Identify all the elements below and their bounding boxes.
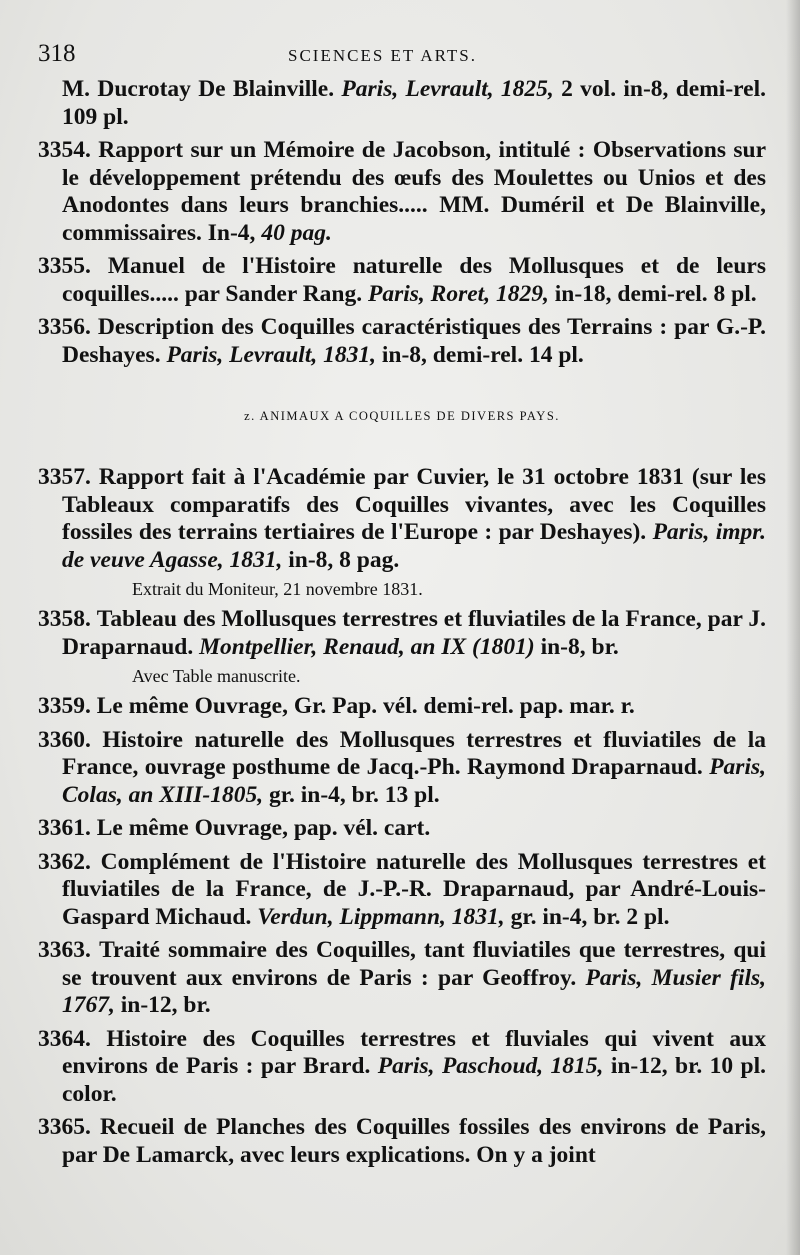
entry-number: 3364. xyxy=(38,1025,91,1052)
entry-imprint: Paris, Musier fils, 1767, xyxy=(62,964,766,1018)
entry-note: Avec Table manuscrite. xyxy=(132,666,301,686)
entry-number: 3358. xyxy=(38,606,91,632)
catalog-entry xyxy=(38,76,766,131)
entry-imprint: Paris, Roret, 1829, xyxy=(368,280,549,307)
entry-text: Traité sommaire des Coquilles, tant fluviatiles que terrestres, qui se trouvent aux environs de Paris : par Geoffroy. xyxy=(62,937,767,991)
entry-tail: gr. in-4, br. 2 pl. xyxy=(510,903,670,930)
catalog-entry xyxy=(38,849,766,932)
entry-note: Extrait du Moniteur, 21 novembre 1831. xyxy=(132,579,423,599)
catalog-entry xyxy=(38,137,766,247)
entry-imprint: Paris, Paschoud, 1815, xyxy=(377,1053,604,1079)
running-head: SCIENCES ET ARTS. xyxy=(288,46,478,65)
entry-number: 3365. xyxy=(38,1114,91,1140)
catalog-entry xyxy=(38,937,766,1020)
entry-text: Recueil de Planches des Coquilles fossiles des environs de Paris, par De Lamarck, avec leurs explications. On y a joint xyxy=(62,1114,766,1168)
entry-imprint: 40 pag. xyxy=(261,219,332,246)
entry-text: M. Ducrotay De Blainville. xyxy=(62,76,335,102)
catalog-entry xyxy=(38,464,766,574)
entry-text: Complément de l'Histoire naturelle des Mollusques terrestres et fluviatiles de la France, de J.-P.-R. Draparnaud, par André-Louis-Gaspard Michaud. xyxy=(62,848,766,930)
catalog-entry xyxy=(38,314,766,369)
entry-text: Le même Ouvrage, Gr. Pap. vél. demi-rel. pap. mar. r. xyxy=(96,693,635,719)
entry-number: 3363. xyxy=(38,937,91,963)
catalog-entry xyxy=(38,253,766,308)
entry-text: Rapport fait à l'Académie par Cuvier, le 31 octobre 1831 (sur les Tableaux comparatifs des Coquilles vivantes, avec les Coquilles fossiles des terrains tertiaires de l'Europe : par Deshayes). xyxy=(62,464,767,545)
entry-tail: in-8, demi-rel. 14 pl. xyxy=(381,341,584,368)
entry-imprint: Paris, Levrault, 1825, xyxy=(341,76,554,102)
entries-list-2 xyxy=(38,464,766,1169)
entry-imprint: Montpellier, Renaud, an IX (1801) xyxy=(199,633,535,660)
entry-number: 3354. xyxy=(38,137,91,163)
catalog-entry xyxy=(38,693,766,721)
entry-number: 3360. xyxy=(38,726,91,753)
entry-imprint: Paris, Levrault, 1831, xyxy=(166,341,376,368)
entry-tail: in-12, br. xyxy=(120,992,211,1018)
entries-list xyxy=(38,76,766,369)
page-number: 318 xyxy=(38,40,76,67)
page-header xyxy=(38,36,766,76)
entry-imprint: Paris, impr. de veuve Agasse, 1831, xyxy=(62,519,767,573)
entry-tail: 2 vol. in-8, demi-rel. 109 pl. xyxy=(62,76,766,130)
entry-number: 3359. xyxy=(38,693,91,719)
entry-tail: in-8, br. xyxy=(540,633,619,660)
catalog-entry xyxy=(38,727,766,810)
catalog-entry xyxy=(38,815,766,843)
entry-imprint: Paris, Colas, an XIII-1805, xyxy=(62,754,767,808)
entry-tail: gr. in-4, br. 13 pl. xyxy=(268,781,440,808)
entry-number: 3356. xyxy=(38,314,91,340)
entry-text: Histoire naturelle des Mollusques terrestres et fluviatiles de la France, ouvrage posthume de Jacq.-Ph. Raymond Draparnaud. xyxy=(62,726,767,780)
entry-text: Tableau des Mollusques terrestres et fluviatiles de la France, par J. Draparnaud. xyxy=(62,606,767,660)
entry-tail: in-12, br. 10 pl. color. xyxy=(62,1053,767,1107)
entry-number: 3355. xyxy=(38,253,91,279)
entry-imprint: Verdun, Lippmann, 1831, xyxy=(257,903,505,930)
entry-text: Histoire des Coquilles terrestres et fluviales qui vivent aux environs de Paris : par Brard. xyxy=(62,1025,766,1079)
entry-tail: in-18, demi-rel. 8 pl. xyxy=(554,280,757,307)
entry-number: 3362. xyxy=(38,848,91,875)
entry-tail: in-8, 8 pag. xyxy=(288,546,400,573)
entry-number: 3357. xyxy=(38,464,91,490)
catalog-entry xyxy=(38,1026,766,1109)
entry-text: Rapport sur un Mémoire de Jacobson, intitulé : Observations sur le développement prétendu des œufs des Moulettes ou Unios et des Anodontes dans leurs branchies..... MM. Duméril et De Blainville, commissaires. In-4, xyxy=(62,137,767,246)
entry-text: Description des Coquilles caractéristiques des Terrains : par G.-P. Deshayes. xyxy=(62,314,767,368)
catalog-entry xyxy=(38,1114,766,1169)
section-heading: z. ANIMAUX A COQUILLES DE DIVERS PAYS. xyxy=(244,409,560,423)
entry-number: 3361. xyxy=(38,815,91,841)
catalog-entry xyxy=(38,606,766,661)
page-gutter-shadow xyxy=(786,0,800,1255)
entry-text: Manuel de l'Histoire naturelle des Mollusques et de leurs coquilles..... par Sander Rang. xyxy=(62,253,767,307)
entry-text: Le même Ouvrage, pap. vél. cart. xyxy=(96,815,431,841)
